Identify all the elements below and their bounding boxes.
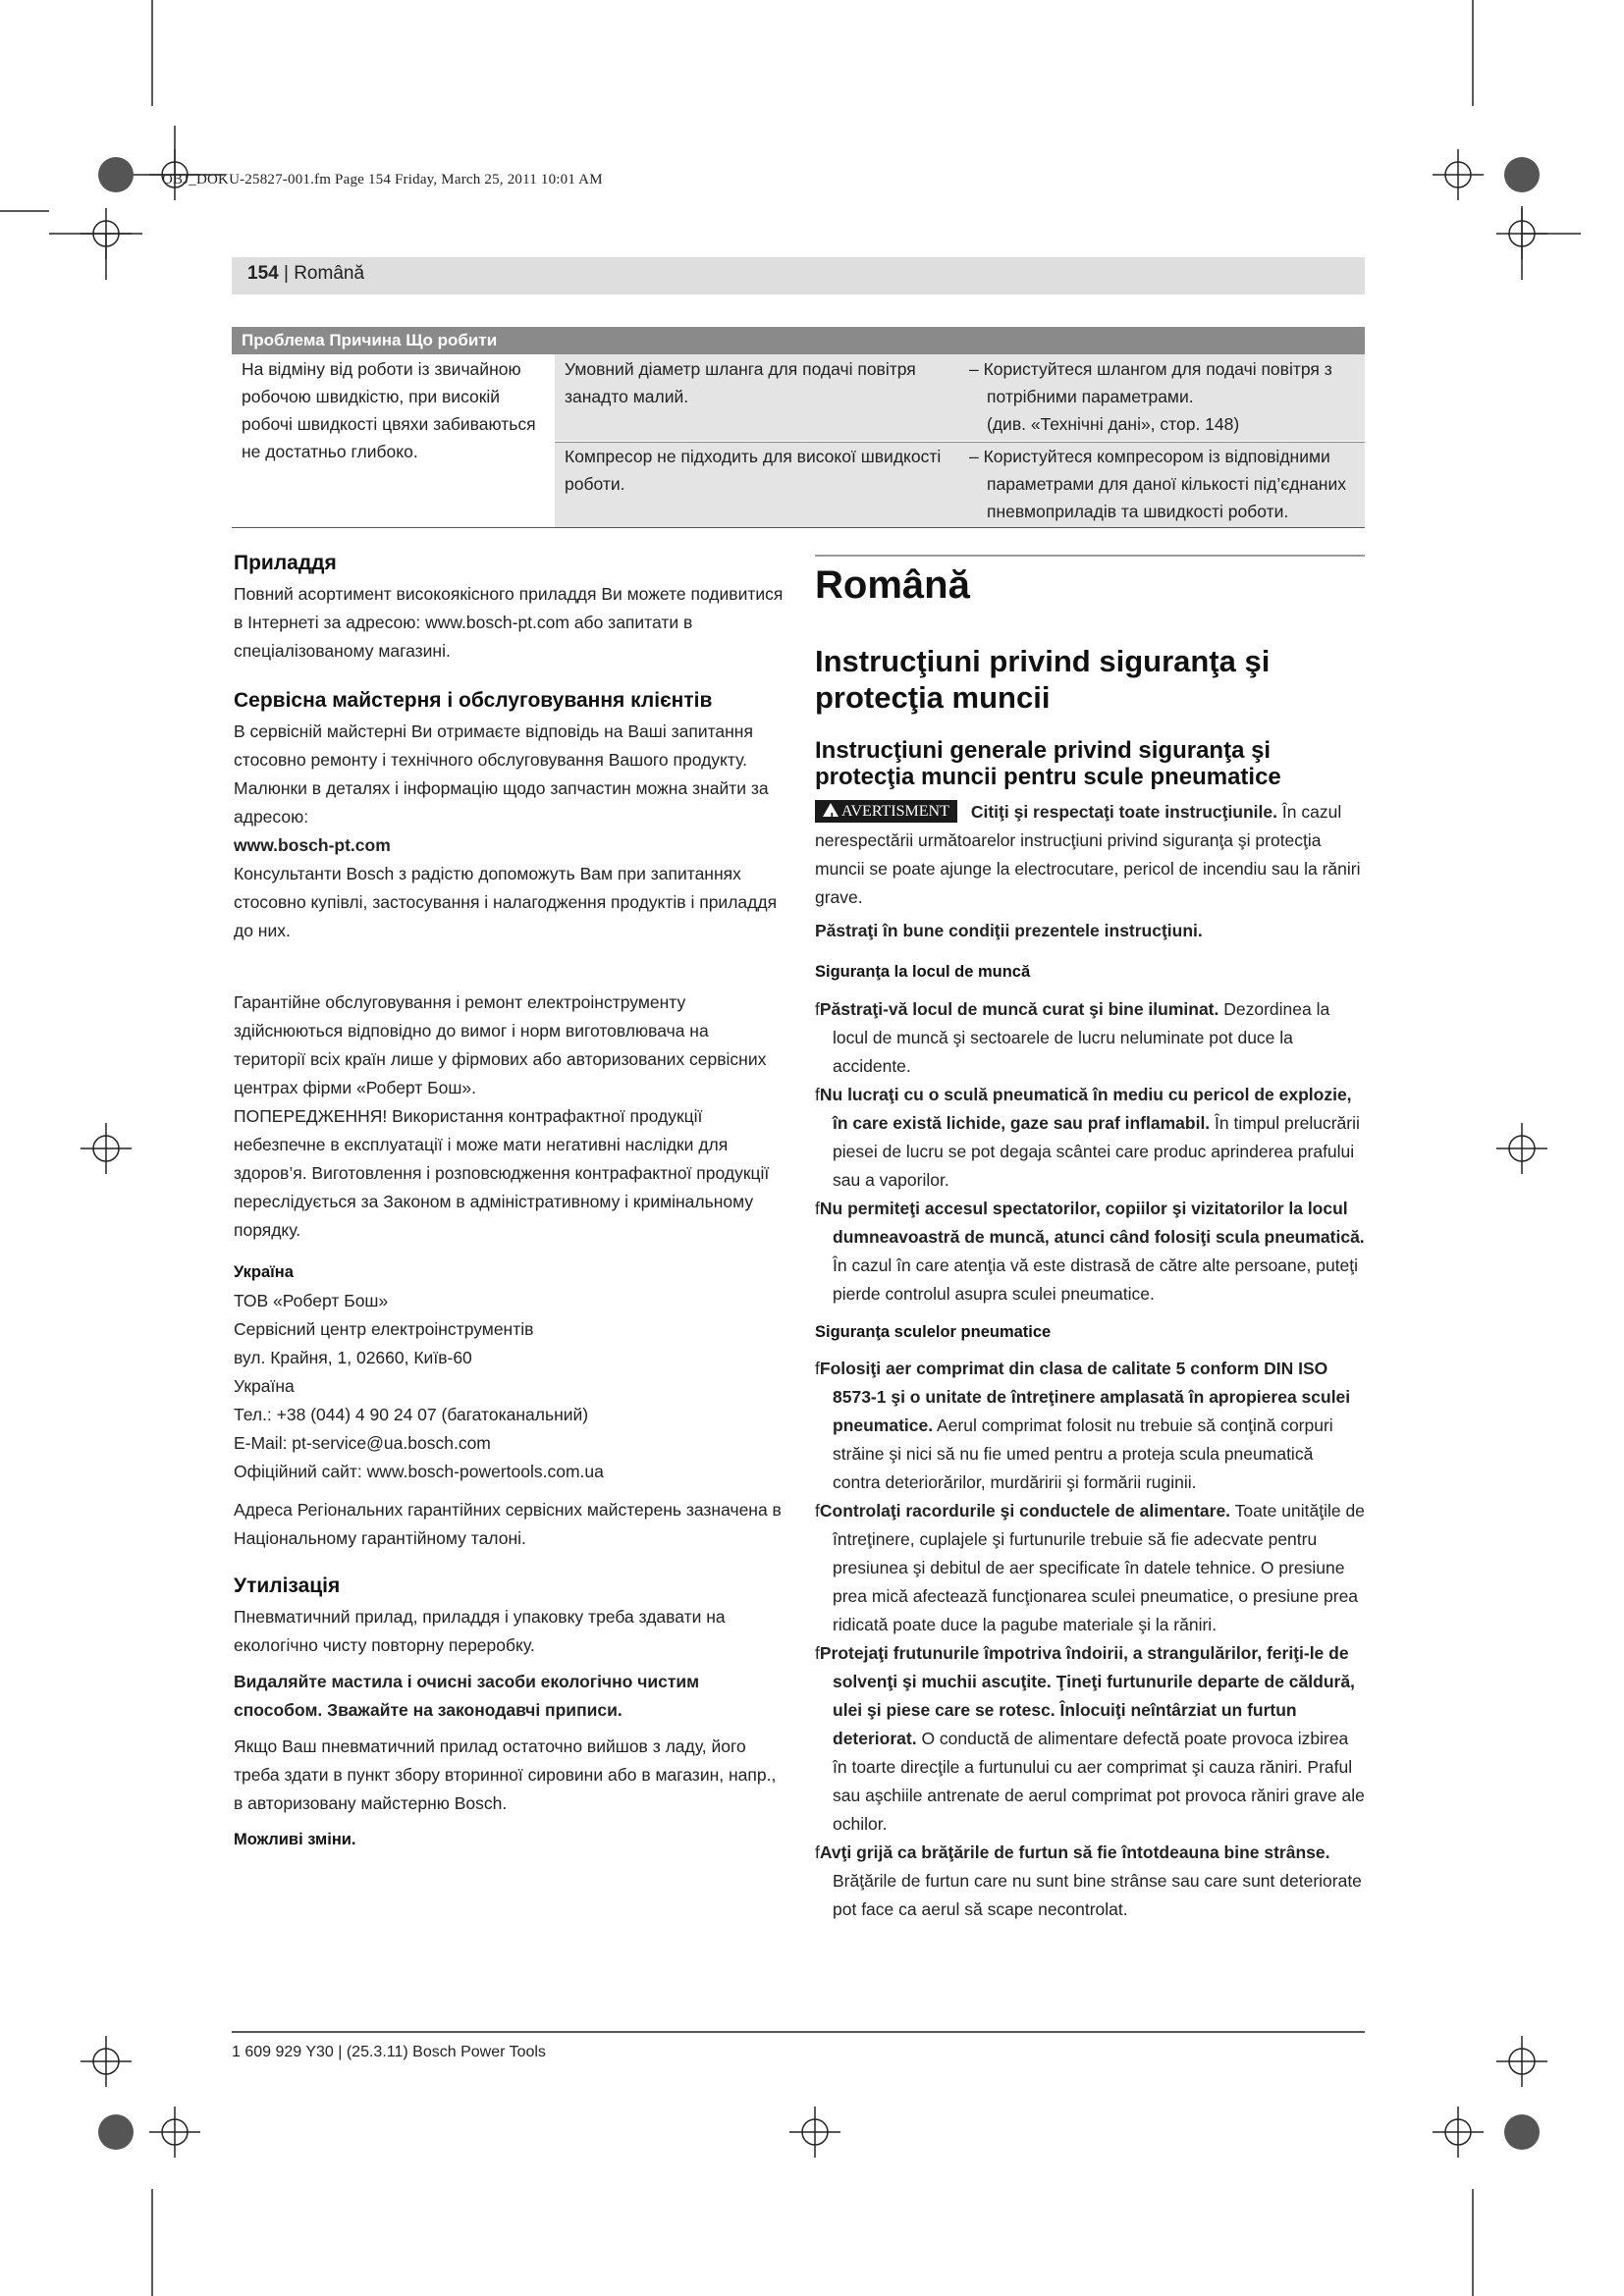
list-item: fFolosiţi aer comprimat din clasa de calitate 5 conform DIN ISO 8573-1 şi o unitate de întreţinere amplasată în apropierea sculei pneumatice. Aerul comprimat folosit nu trebuie să conţină corpuri străine şi nici să nu fie umed pentru a proteja scula pneumatică contra deteriorărilor, murdăririi şi formării ruginii. (815, 1359, 1351, 1492)
address-line: Україна (234, 1376, 295, 1396)
file-slug: OBJ_DOKU-25827-001.fm Page 154 Friday, March 25, 2011 10:01 AM (162, 172, 603, 187)
service-text: В сервісній майстерні Ви отримаєте відповідь на Ваші запитання стосовно ремонту і технічного обслуговування Вашого продукту. Малюнки в деталях і інформацію щодо запчастин можна знайти за адресою: (234, 721, 769, 827)
table-remedy-1a: – Користуйтеся шлангом для подачі повітря з (969, 359, 1332, 379)
disposal-text-2: Якщо Ваш пневматичний прилад остаточно вийшов з ладу, його треба здати в пункт збору вторинної сировини або в магазин, напр., в авторизовану майстерню Bosch. (234, 1736, 777, 1813)
regional-text: Адреса Регіональних гарантійних сервісних майстерень зазначена в Національному гарантійному талоні. (234, 1500, 782, 1548)
footer-rule (232, 2031, 1365, 2033)
address-line: E-Mail: pt-service@ua.bosch.com (234, 1433, 491, 1453)
table-remedy-1b: потрібними параметрами. (987, 387, 1194, 406)
right-top-rule (815, 555, 1365, 557)
warning-badge: ! AVERTISMENT (815, 800, 957, 823)
address-line: Тел.: +38 (044) 4 90 24 07 (багатоканальний) (234, 1405, 589, 1424)
page-number: 154 (247, 263, 279, 284)
address-line: Сервісний центр електроінструментів (234, 1319, 534, 1339)
table-cause-2: Компресор не підходить для високої швидкості роботи. (565, 447, 942, 494)
tools-safety-title: Siguranţa sculelor pneumatice (815, 1323, 1052, 1341)
list-item: fNu permiteţi accesul spectatorilor, copiilor şi vizitatorilor la locul dumneavoastră de muncă, atunci când folosiţi scula pneumatică. În cazul în care atenţia vă este distrasă de către alte persoane, puteţi pierde controlul asupra sculei pneumatice. (815, 1199, 1365, 1304)
warning-paragraph (815, 798, 1365, 912)
counterfeit-text: ПОПЕРЕДЖЕННЯ! Використання контрафактної продукції небезпечне в експлуатації і може мати негативні наслідки для здоров’я. Виготовлення і розповсюдження контрафактної продукції переслідується за Законом в адміністративному і кримінальному порядку. (234, 1106, 770, 1240)
header-separator: | (283, 263, 289, 284)
address-line: ТОВ «Роберт Бош» (234, 1291, 389, 1310)
accessories-title: Приладдя (234, 552, 337, 574)
right-column (815, 562, 1365, 1924)
disposal-text: Пневматичний прилад, приладдя і упаковку треба здавати на екологічно чисту повторну переробку. (234, 1607, 726, 1655)
page-header-bar (232, 257, 1365, 294)
list-item: fAvţi grijă ca brăţările de furtun să fie întotdeauna bine strânse. Brăţările de furtun care nu sunt bine strânse sau care sunt deteriorate pot face ca aerul să scape necontrolat. (815, 1842, 1362, 1919)
address-line: Офіційний сайт: www.bosch-powertools.com.ua (234, 1462, 604, 1481)
page-footer: 1 609 929 Y30 | (25.3.11) Bosch Power Tools (232, 2044, 546, 2060)
disposal-bold: Видаляйте мастила і очисні засоби екологічно чистим способом. Зважайте на законодавчі приписи. (234, 1672, 700, 1720)
warning-text: În cazul nerespectării următoarelor instrucţiuni privind siguranţa şi protecţia muncii se poate ajunge la electrocutare, pericol de incendiu sau la răniri grave. (815, 802, 1361, 907)
left-column (234, 550, 784, 1854)
table-bottom-rule (232, 527, 1365, 528)
list-item: fNu lucraţi cu o sculă pneumatică în mediu cu pericol de explozie, în care există lichide, gaze sau praf inflamabil. În timpul prelucrării piesei de lucru se pot degaja scântei care produc aprinderea prafului sau a vaporilor. (815, 1085, 1360, 1190)
safety-heading: Instrucţiuni privind siguranţa şi protecţia muncii (815, 644, 1271, 715)
country-title: Україна (234, 1263, 294, 1281)
table-remedy-2c: пневмоприладів та швидкості роботи. (987, 502, 1289, 521)
table-remedy-2a: – Користуйтеся компресором із відповідними (969, 447, 1330, 466)
warranty-text: Гарантійне обслуговування і ремонт електроінструменту здійснюються відповідно до вимог і норм виготовлювача на території всіх країн лише у фірмових або авторизованих сервісних центрах фірми «Роберт Бош». (234, 992, 767, 1097)
table-remedy-1c: (див. «Технічні дані», стор. 148) (987, 414, 1240, 434)
page-header (247, 263, 364, 285)
list-item: fPăstraţi-vă locul de muncă curat şi bine iluminat. Dezordinea la locul de muncă şi sectoarele de lucru neluminate pot duce la accidente. (815, 999, 1330, 1076)
header-language: Română (294, 263, 365, 284)
disposal-title: Утилізація (234, 1575, 341, 1597)
changes-note: Можливі зміни. (234, 1831, 356, 1848)
warning-icon: ! (823, 803, 839, 817)
service-url: www.bosch-pt.com (234, 835, 391, 855)
general-safety-heading: Instrucţiuni generale privind siguranţa şi protecţia muncii pentru scule pneumatice (815, 737, 1281, 790)
table-problem: На відміну від роботи із звичайною робочою швидкістю, при високій робочі швидкості цвяхи забиваються не достатньо глибоко. (242, 359, 536, 461)
service-title: Сервісна майстерня і обслуговування клієнтів (234, 689, 713, 712)
section-title: Română (815, 563, 970, 607)
consult-text: Консультанти Bosch з радістю допоможуть Вам при запитаннях стосовно купівлі, застосування і налагодження продуктів і приладдя до них. (234, 864, 778, 940)
table-cause-1: Умовний діаметр шланга для подачі повітря занадто малий. (565, 359, 916, 406)
work-area-title: Siguranţa la locul de muncă (815, 963, 1031, 981)
warning-bold: Citiţi şi respectaţi toate instrucţiunile. (970, 802, 1278, 822)
address-line: вул. Крайня, 1, 02660, Київ-60 (234, 1348, 472, 1367)
accessories-text: Повний асортимент високоякісного приладдя Ви можете подивитися в Інтернеті за адресою: www.bosch-pt.com або запитати в спеціалізованому магазині. (234, 584, 784, 661)
list-item: fControlaţi racordurile şi conductele de alimentare. Toate unităţile de întreţinere, cuplajele şi furtunurile trebuie să fie adecvate pentru presiunea şi debitul de aer specificate în datele tehnice. O presiune prea mică afectează funcţionarea sculei pneumatice, o presiune prea ridicată poate duce la pagube materiale şi la răniri. (815, 1501, 1365, 1634)
service-address (234, 1287, 784, 1486)
table-header: Проблема Причина Що робити (232, 327, 1365, 354)
table-remedy-2b: параметрами для даної кількості під’єднаних (987, 474, 1346, 494)
keep-instructions: Păstraţi în bune condiţii prezentele instrucţiuni. (815, 921, 1203, 940)
list-item: fProtejaţi frutunurile împotriva îndoirii, a strangulărilor, feriţi-le de solvenţi şi muchii ascuţite. Ţineţi furtunurile departe de căldură, ulei şi piese care se rotesc. Înlocuiţi neîntârziat un furtun deteriorat. O conductă de alimentare defectă poate provoca izbirea în toarte direcţile a furtunului cu aer comprimat şi cauza răniri. Praful sau aşchiile antrenate de aerul comprimat pot provoca răniri grave ale ochilor. (815, 1643, 1365, 1834)
